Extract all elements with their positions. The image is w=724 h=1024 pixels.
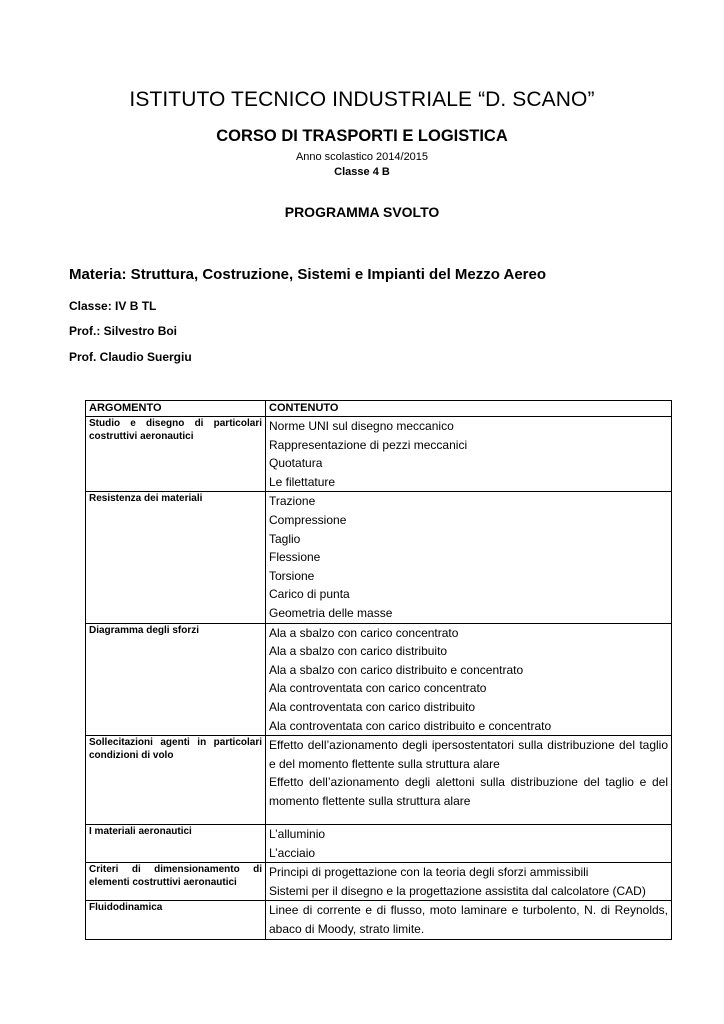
header-contenuto: CONTENUTO [266,401,672,417]
content-item: Compressione [269,512,347,527]
contenuto-cell [266,863,672,901]
course-title: CORSO DI TRASPORTI E LOGISTICA [216,127,508,145]
content-item: Ala controventata con carico distribuito e concentrato [269,718,552,733]
content-item: Le filettature [269,474,336,489]
professor-2: Prof. Claudio Suergiu [69,350,192,364]
content-item: Trazione [269,494,316,509]
content-item: L’acciaio [269,845,316,860]
content-item: Taglio [269,531,301,546]
materia-line: Materia: Struttura, Costruzione, Sistemi e Impianti del Mezzo Aereo [69,266,547,283]
table-row [86,736,672,825]
content-item: Effetto dell’azionamento degli ipersostentatori sulla distribuzione del taglio e del momento flettente sulla struttura alare [269,738,668,771]
program-table [85,400,672,940]
content-item: Sistemi per il disegno e la progettazione assistita dal calcolatore (CAD) [269,883,646,898]
argomento-cell: Criteri di dimensionamento di elementi costruttivi aeronautici [86,863,266,901]
content-item: Quotatura [269,456,323,471]
content-item: Effetto dell’azionamento degli alettoni sulla distribuzione del taglio e del momento flettente sulla struttura alare [269,775,668,808]
content-item: Ala controventata con carico distribuito [269,699,476,714]
contenuto-cell [266,623,672,736]
header-argomento: ARGOMENTO [86,401,266,417]
content-item: L’alluminio [269,827,326,842]
institute-title: ISTITUTO TECNICO INDUSTRIALE “D. SCANO” [129,88,595,111]
table-row [86,863,672,901]
class-label: Classe 4 B [334,166,390,178]
contenuto-cell [266,417,672,492]
content-item: Flessione [269,550,321,565]
argomento-cell: Resistenza dei materiali [86,492,266,623]
content-item: Principi di progettazione con la teoria degli sforzi ammissibili [269,865,589,880]
content-item: Rappresentazione di pezzi meccanici [269,437,468,452]
argomento-cell: Sollecitazioni agenti in particolari condizioni di volo [86,736,266,825]
table-row [86,623,672,736]
content-item: Ala a sbalzo con carico distribuito [269,644,448,659]
contenuto-cell [266,901,672,939]
argomento-cell: Diagramma degli sforzi [86,623,266,736]
content-item: Geometria delle masse [269,605,393,620]
content-item: Torsione [269,568,315,583]
argomento-cell: Studio e disegno di particolari costruttivi aeronautici [86,417,266,492]
table-row [86,492,672,623]
contenuto-cell [266,492,672,623]
programma-title: PROGRAMMA SVOLTO [284,204,440,220]
content-item: Ala a sbalzo con carico distribuito e concentrato [269,662,524,677]
school-year: Anno scolastico 2014/2015 [295,151,429,163]
content-item: Linee di corrente e di flusso, moto laminare e turbolento, N. di Reynolds, abaco di Moody, strato limite. [269,903,668,937]
table-row [86,825,672,863]
contenuto-cell [266,825,672,863]
content-item: Carico di punta [269,587,350,602]
classe-line: Classe: IV B TL [69,299,157,313]
table-header-row [86,401,672,417]
content-item: Ala a sbalzo con carico concentrato [269,625,459,640]
argomento-cell: Fluidodinamica [86,901,266,939]
content-item: Ala controventata con carico concentrato [269,681,487,696]
professor-1: Prof.: Silvestro Boi [69,324,178,338]
argomento-cell: I materiali aeronautici [86,825,266,863]
content-item: Norme UNI sul disegno meccanico [269,419,454,433]
contenuto-cell [266,736,672,825]
table-row [86,417,672,492]
table-row [86,901,672,939]
